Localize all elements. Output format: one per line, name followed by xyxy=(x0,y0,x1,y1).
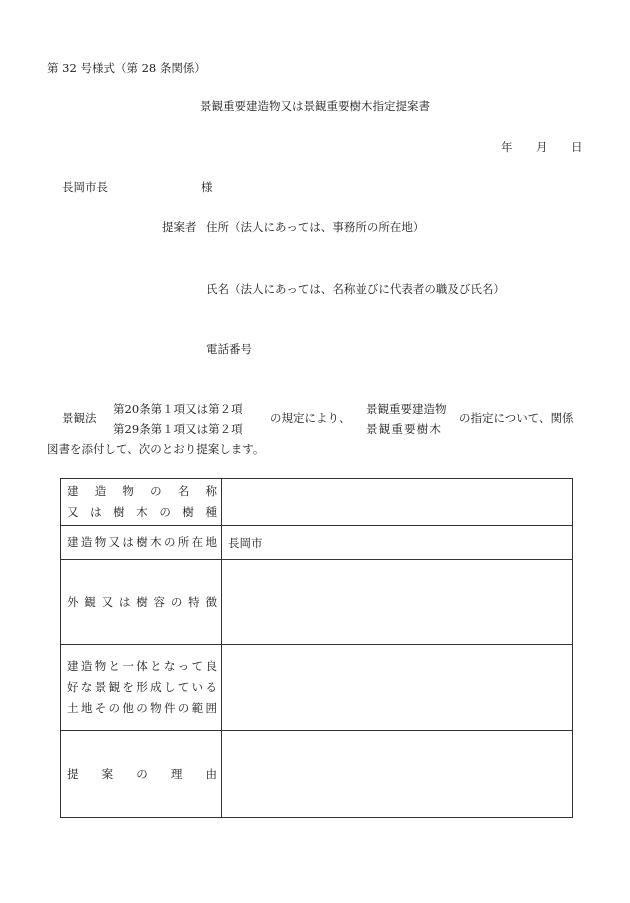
statement-provision: の規定により、 xyxy=(270,411,351,425)
date-day: 日 xyxy=(571,140,583,154)
table-row xyxy=(61,731,573,818)
label-line: 土地その他の物件の範囲 xyxy=(67,701,217,715)
document-title: 景観重要建造物又は景観重要樹木指定提案書 xyxy=(200,99,430,113)
label-line: 建造物の名称 xyxy=(67,484,217,498)
recipient-honorific: 様 xyxy=(201,180,213,194)
row-label xyxy=(61,560,222,645)
table-row xyxy=(61,479,573,526)
label-line: 建造物と一体となって良 xyxy=(67,659,217,673)
table-row xyxy=(61,560,573,645)
table-row xyxy=(61,645,573,731)
statement-clause-tree: 第29条第１項又は第２項 xyxy=(113,422,243,436)
row-value[interactable] xyxy=(222,479,573,526)
statement-target-tree: 景観重要樹木 xyxy=(366,422,443,436)
recipient-name: 長岡市長 xyxy=(62,180,108,194)
row-label xyxy=(61,479,222,526)
proposer-label: 提案者 xyxy=(162,220,197,234)
row-label xyxy=(61,645,222,731)
date-month: 月 xyxy=(536,140,548,154)
statement-law: 景観法 xyxy=(62,411,97,425)
statement-designation: の指定について、関係 xyxy=(459,411,574,425)
row-value[interactable] xyxy=(222,645,573,731)
row-label xyxy=(61,526,222,560)
statement-continuation: 図書を添付して、次のとおり提案します。 xyxy=(47,442,265,456)
row-label xyxy=(61,731,222,818)
proposer-address: 住所（法人にあっては、事務所の所在地） xyxy=(206,220,425,234)
label-line: 建造物又は樹木の所在地 xyxy=(67,535,217,549)
row-value[interactable]: 長岡市 xyxy=(222,526,573,560)
proposer-name: 氏名（法人にあっては、名称並びに代表者の職及び氏名） xyxy=(206,282,505,296)
proposer-phone: 電話番号 xyxy=(206,342,252,356)
label-line: 提案の理由 xyxy=(67,766,217,781)
label-line: 又は樹木の樹種 xyxy=(67,505,217,519)
date-year: 年 xyxy=(501,140,513,154)
proposal-table xyxy=(60,478,573,818)
form-number: 第 32 号様式（第 28 条関係） xyxy=(47,61,206,75)
statement-clause-building: 第20条第１項又は第２項 xyxy=(113,402,243,416)
row-value[interactable] xyxy=(222,731,573,818)
label-line: 外観又は樹容の特徴 xyxy=(67,594,217,609)
label-line: 好な景観を形成している xyxy=(67,680,217,694)
table-row xyxy=(61,526,573,560)
row-value[interactable] xyxy=(222,560,573,645)
statement-target-building: 景観重要建造物 xyxy=(366,402,447,416)
